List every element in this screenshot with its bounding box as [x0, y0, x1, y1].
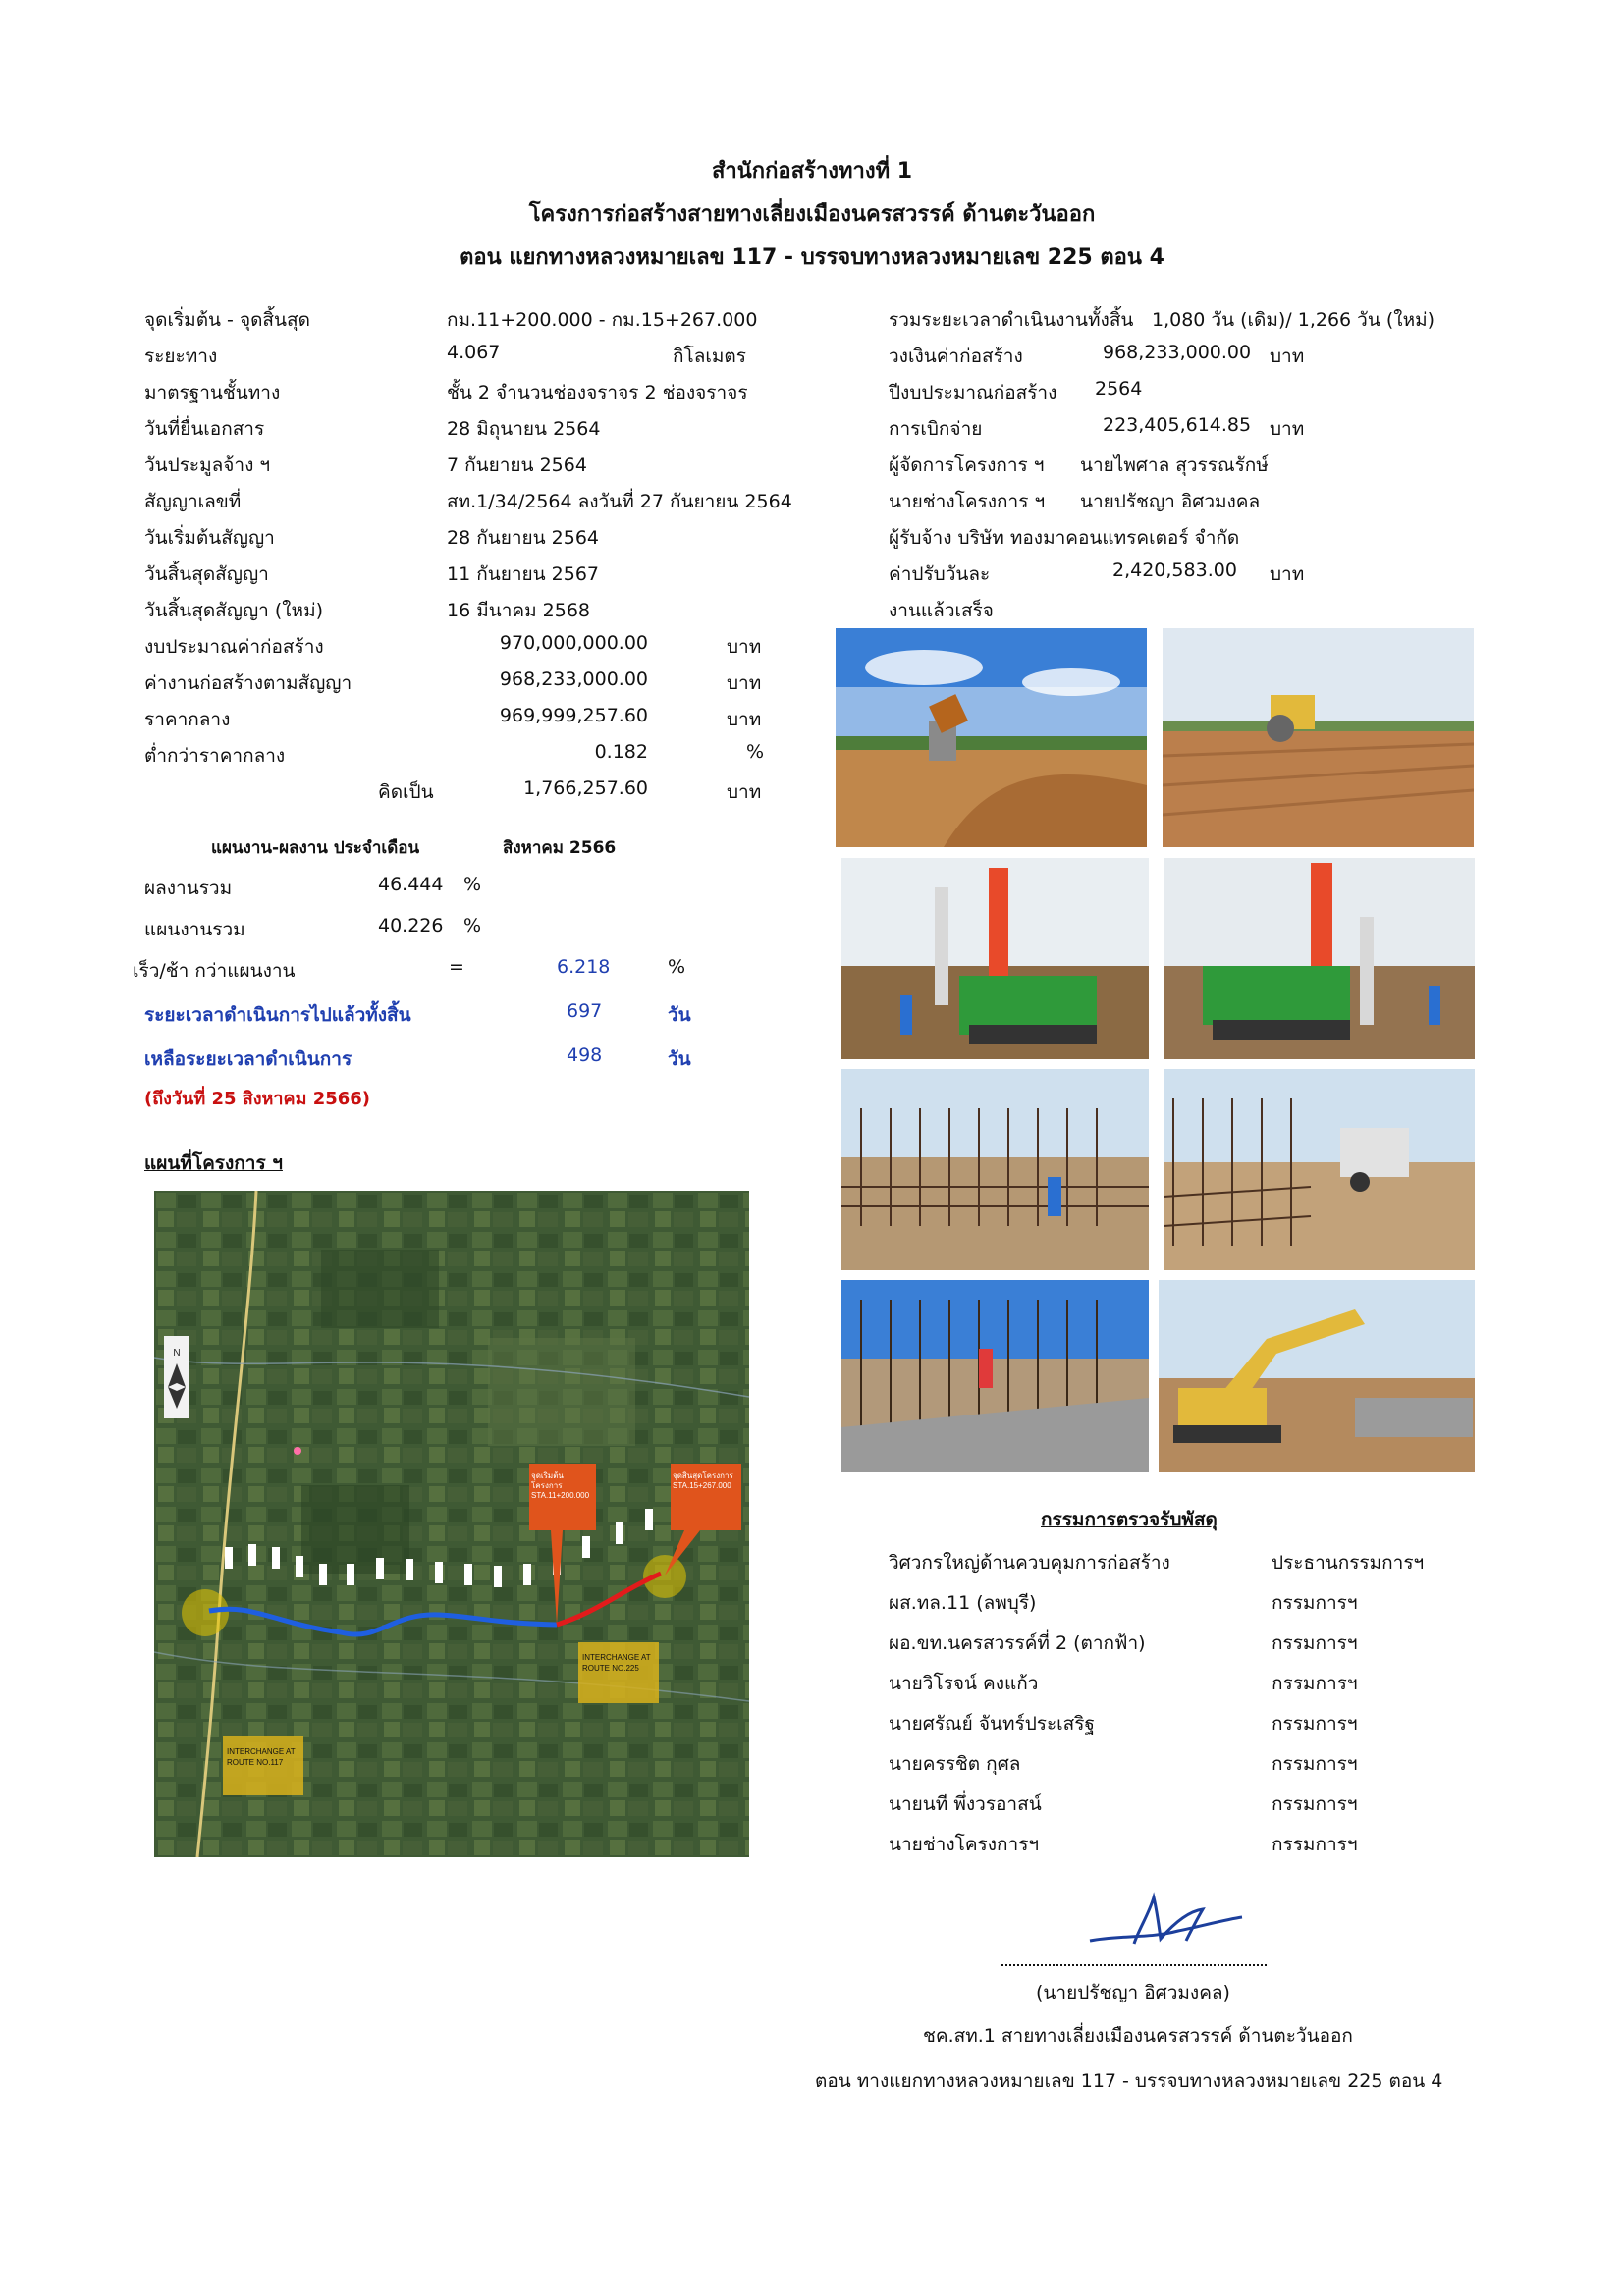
photo-dump-truck	[836, 628, 1147, 847]
committee-member-name: นายช่างโครงการฯ	[889, 1834, 1040, 1855]
day-unit: วัน	[668, 1004, 691, 1026]
actual-label: ผลงานรวม	[144, 878, 233, 899]
info-label: จุดเริ่มต้น - จุดสิ้นสุด	[144, 309, 310, 331]
interchange-117-marker	[182, 1589, 229, 1636]
committee-member-role: ประธานกรรมการฯ	[1272, 1552, 1425, 1574]
photo-roller	[1163, 628, 1474, 847]
budget-label: ราคากลาง	[144, 709, 231, 730]
info-value: 11 กันยายน 2567	[447, 563, 600, 585]
info-label: วันสิ้นสุดสัญญา (ใหม่)	[144, 600, 324, 621]
diff-label: เร็ว/ช้า กว่าแผนงาน	[133, 960, 296, 982]
committee-member-role: กรรมการฯ	[1272, 1713, 1358, 1735]
header-line-2: โครงการก่อสร้างสายทางเลี่ยงเมืองนครสวรรค์ ด้านตะวันออก	[528, 202, 1096, 227]
plan-value: 40.226	[378, 915, 444, 936]
project-map	[154, 1191, 749, 1857]
remaining-value: 498	[567, 1044, 603, 1066]
duration-value: 1,080 วัน (เดิม)/ 1,266 วัน (ใหม่)	[1152, 309, 1435, 331]
info-label: วันเริ่มต้นสัญญา	[144, 527, 275, 549]
committee-member-role: กรรมการฯ	[1272, 1632, 1358, 1654]
budget-label: ต่ำกว่าราคากลาง	[144, 745, 286, 767]
committee-member-name: ผส.ทล.11 (ลพบุรี)	[889, 1592, 1037, 1614]
progress-month: สิงหาคม 2566	[503, 838, 617, 858]
info-value: 28 กันยายน 2564	[447, 527, 600, 549]
budget-value: 970,000,000.00	[499, 632, 648, 654]
budget-unit: บาท	[727, 636, 762, 658]
fiscal-label: ปีงบประมาณก่อสร้าง	[889, 382, 1057, 403]
contractor: ผู้รับจ้าง บริษัท ทองมาคอนแทรคเตอร์ จำกัด	[889, 527, 1240, 549]
photo-rebar-1	[841, 1069, 1149, 1270]
info-value: กม.11+200.000 - กม.15+267.000	[447, 309, 758, 331]
committee-member-role: กรรมการฯ	[1272, 1793, 1358, 1815]
info-label: ระยะทาง	[144, 346, 218, 367]
committee-member-role: กรรมการฯ	[1272, 1753, 1358, 1775]
info-label: วันสิ้นสุดสัญญา	[144, 563, 269, 585]
progress-heading: แผนงาน-ผลงาน ประจำเดือน	[211, 838, 420, 858]
committee-member-name: นายครรชิต กุศล	[889, 1753, 1021, 1775]
committee-member-role: กรรมการฯ	[1272, 1834, 1358, 1855]
duration-label: รวมระยะเวลาดำเนินงานทั้งสิ้น	[889, 309, 1134, 331]
pct-unit: %	[463, 915, 482, 936]
photo-pile-driver-2	[1164, 858, 1475, 1059]
disbursed-label: การเบิกจ่าย	[889, 418, 983, 440]
budget-unit: บาท	[727, 672, 762, 694]
disbursed-value: 223,405,614.85	[1103, 414, 1252, 436]
info-value: สท.1/34/2564 ลงวันที่ 27 กันยายน 2564	[447, 491, 792, 512]
manager-value: นายไพศาล สุวรรณรักษ์	[1080, 454, 1269, 476]
photo-pile-driver-1	[841, 858, 1149, 1059]
remaining-label: เหลือระยะเวลาดำเนินการ	[144, 1048, 352, 1070]
budget-label: ค่างานก่อสร้างตามสัญญา	[144, 672, 352, 694]
engineer-label: นายช่างโครงการ ฯ	[889, 491, 1046, 512]
finished-label: งานแล้วเสร็จ	[889, 600, 994, 621]
photo-rebar-wall	[841, 1280, 1149, 1472]
signature-line	[1001, 1964, 1267, 1966]
photo-rebar-2	[1164, 1069, 1475, 1270]
info-value: ชั้น 2 จำนวนช่องจราจร 2 ช่องจราจร	[447, 382, 748, 403]
fine-label: ค่าปรับวันละ	[889, 563, 991, 585]
budget-unit: บาท	[727, 781, 762, 803]
pct-unit: %	[668, 956, 686, 978]
signature-mark	[1080, 1890, 1247, 1958]
budget-label: คิดเป็น	[378, 781, 434, 803]
info-label: วันที่ยื่นเอกสาร	[144, 418, 265, 440]
budget-value: 969,999,257.60	[499, 705, 648, 726]
elapsed-value: 697	[567, 1000, 603, 1022]
info-label: วันประมูลจ้าง ฯ	[144, 454, 271, 476]
amount-unit: บาท	[1270, 346, 1305, 367]
diff-eq: =	[449, 956, 464, 978]
north-label: N	[173, 1348, 181, 1359]
committee-member-role: กรรมการฯ	[1272, 1673, 1358, 1694]
budget-label: งบประมาณค่าก่อสร้าง	[144, 636, 324, 658]
day-unit: วัน	[668, 1048, 691, 1070]
header-line-1: สำนักก่อสร้างทางที่ 1	[711, 159, 913, 184]
info-value: 7 กันยายน 2564	[447, 454, 587, 476]
engineer-value: นายปรัชญา อิศวมงคล	[1080, 491, 1261, 512]
info-value: 4.067	[447, 342, 501, 363]
signature-position: ชค.สท.1 สายทางเลี่ยงเมืองนครสวรรค์ ด้านตะวันออก	[923, 2025, 1353, 2047]
budget-unit: บาท	[727, 709, 762, 730]
signature-section: ตอน ทางแยกทางหลวงหมายเลข 117 - บรรจบทางหลวงหมายเลข 225 ตอน 4	[815, 2070, 1443, 2092]
map-title: แผนที่โครงการ ฯ	[144, 1152, 283, 1174]
end-callout-label: จุดสิ้นสุดโครงการ STA.15+267.000	[673, 1471, 733, 1490]
amount-label: วงเงินค่าก่อสร้าง	[889, 346, 1023, 367]
budget-value: 968,233,000.00	[499, 668, 648, 690]
committee-title: กรรมการตรวจรับพัสดุ	[1041, 1509, 1218, 1530]
pct-unit: %	[463, 874, 482, 895]
interchange-225-label: INTERCHANGE AT ROUTE NO.225	[582, 1653, 651, 1673]
committee-member-name: วิศวกรใหญ่ด้านควบคุมการก่อสร้าง	[889, 1552, 1170, 1574]
budget-value: 0.182	[594, 741, 648, 763]
start-callout-label: จุดเริ่มต้นโครงการ STA.11+200.000	[531, 1471, 590, 1500]
plan-label: แผนงานรวม	[144, 919, 245, 940]
committee-member-name: นายวิโรจน์ คงแก้ว	[889, 1673, 1039, 1694]
committee-member-name: นายศรัณย์ จันทร์ประเสริฐ	[889, 1713, 1095, 1735]
fine-value: 2,420,583.00	[1112, 560, 1237, 581]
info-value: 16 มีนาคม 2568	[447, 600, 591, 621]
fine-unit: บาท	[1270, 563, 1305, 585]
committee-member-role: กรรมการฯ	[1272, 1592, 1358, 1614]
info-unit: กิโลเมตร	[673, 346, 746, 367]
info-value: 28 มิถุนายน 2564	[447, 418, 601, 440]
header-line-3: ตอน แยกทางหลวงหมายเลข 117 - บรรจบทางหลวงหมายเลข 225 ตอน 4	[460, 245, 1164, 270]
photo-excavator	[1159, 1280, 1475, 1472]
fiscal-value: 2564	[1095, 378, 1143, 400]
budget-unit: %	[746, 741, 765, 763]
as-of-date: (ถึงวันที่ 25 สิงหาคม 2566)	[144, 1089, 371, 1109]
budget-value: 1,766,257.60	[523, 777, 648, 799]
committee-member-name: ผอ.ขท.นครสวรรค์ที่ 2 (ตากฟ้า)	[889, 1632, 1146, 1654]
interchange-117-label: INTERCHANGE AT ROUTE NO.117	[227, 1747, 296, 1767]
committee-member-name: นายนที พึ่งวรอาสน์	[889, 1793, 1042, 1815]
elapsed-label: ระยะเวลาดำเนินการไปแล้วทั้งสิ้น	[144, 1004, 411, 1026]
diff-value: 6.218	[557, 956, 611, 978]
disbursed-unit: บาท	[1270, 418, 1305, 440]
actual-value: 46.444	[378, 874, 444, 895]
manager-label: ผู้จัดการโครงการ ฯ	[889, 454, 1045, 476]
info-label: มาตรฐานชั้นทาง	[144, 382, 281, 403]
signature-name: (นายปรัชญา อิศวมงคล)	[1036, 1982, 1230, 2003]
info-label: สัญญาเลขที่	[144, 491, 242, 512]
amount-value: 968,233,000.00	[1103, 342, 1252, 363]
